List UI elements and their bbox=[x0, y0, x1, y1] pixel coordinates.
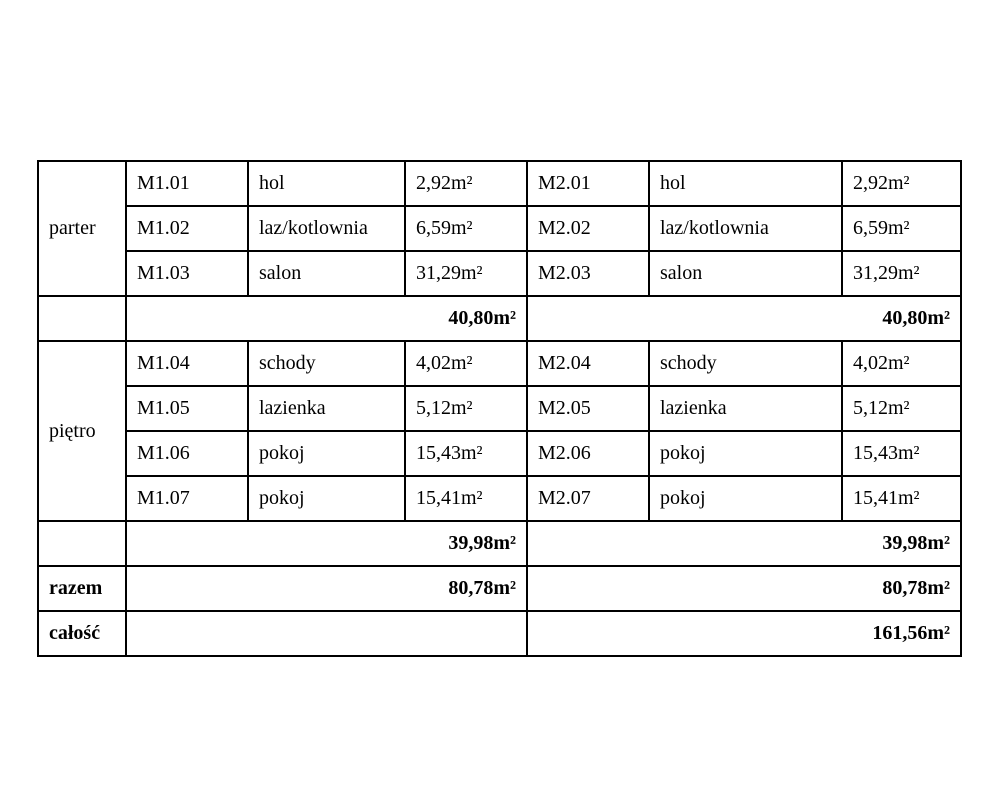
grand-total-row bbox=[38, 611, 961, 656]
unit1-room-name: pokoj bbox=[248, 431, 405, 476]
unit2-room-name: pokoj bbox=[649, 476, 842, 521]
group-subtotal-row bbox=[38, 296, 961, 341]
unit1-code: M1.07 bbox=[126, 476, 248, 521]
unit1-sum: 80,78m² bbox=[126, 566, 527, 611]
unit1-room-area: 15,43m² bbox=[405, 431, 527, 476]
unit1-room-area: 31,29m² bbox=[405, 251, 527, 296]
unit1-code: M1.04 bbox=[126, 341, 248, 386]
unit1-code: M1.05 bbox=[126, 386, 248, 431]
unit2-room-name: lazienka bbox=[649, 386, 842, 431]
unit1-room-name: hol bbox=[248, 161, 405, 206]
unit1-room-area: 15,41m² bbox=[405, 476, 527, 521]
unit1-room-name: pokoj bbox=[248, 476, 405, 521]
unit1-subtotal: 40,80m² bbox=[126, 296, 527, 341]
subtotal-spacer bbox=[38, 521, 126, 566]
subtotal-spacer bbox=[38, 296, 126, 341]
unit2-room-name: laz/kotlownia bbox=[649, 206, 842, 251]
unit2-sum: 80,78m² bbox=[527, 566, 961, 611]
table-row bbox=[38, 251, 961, 296]
table-row bbox=[38, 161, 961, 206]
group-subtotal-row bbox=[38, 521, 961, 566]
unit2-room-area: 6,59m² bbox=[842, 206, 961, 251]
group-level-label: parter bbox=[38, 161, 126, 296]
unit2-code: M2.02 bbox=[527, 206, 649, 251]
group-level-label: piętro bbox=[38, 341, 126, 521]
unit2-room-area: 4,02m² bbox=[842, 341, 961, 386]
unit2-room-area: 15,41m² bbox=[842, 476, 961, 521]
unit2-room-area: 31,29m² bbox=[842, 251, 961, 296]
unit1-room-name: laz/kotlownia bbox=[248, 206, 405, 251]
unit1-code: M1.02 bbox=[126, 206, 248, 251]
unit2-room-name: salon bbox=[649, 251, 842, 296]
unit2-room-name: hol bbox=[649, 161, 842, 206]
unit2-code: M2.01 bbox=[527, 161, 649, 206]
unit2-code: M2.06 bbox=[527, 431, 649, 476]
unit2-room-area: 5,12m² bbox=[842, 386, 961, 431]
unit1-room-name: salon bbox=[248, 251, 405, 296]
unit1-code: M1.03 bbox=[126, 251, 248, 296]
table-row bbox=[38, 341, 961, 386]
table-row bbox=[38, 431, 961, 476]
area-schedule-table-wrapper bbox=[37, 160, 960, 657]
unit1-room-name: lazienka bbox=[248, 386, 405, 431]
table-row bbox=[38, 206, 961, 251]
unit2-room-area: 2,92m² bbox=[842, 161, 961, 206]
grand-total-label: całość bbox=[38, 611, 126, 656]
unit2-code: M2.07 bbox=[527, 476, 649, 521]
sum-label: razem bbox=[38, 566, 126, 611]
sum-row bbox=[38, 566, 961, 611]
unit1-room-area: 4,02m² bbox=[405, 341, 527, 386]
unit2-room-name: schody bbox=[649, 341, 842, 386]
unit1-room-area: 2,92m² bbox=[405, 161, 527, 206]
unit2-code: M2.03 bbox=[527, 251, 649, 296]
unit2-room-area: 15,43m² bbox=[842, 431, 961, 476]
unit2-code: M2.04 bbox=[527, 341, 649, 386]
unit2-subtotal: 40,80m² bbox=[527, 296, 961, 341]
table-row bbox=[38, 386, 961, 431]
unit1-code: M1.06 bbox=[126, 431, 248, 476]
area-schedule-table bbox=[37, 160, 962, 657]
unit1-code: M1.01 bbox=[126, 161, 248, 206]
unit2-subtotal: 39,98m² bbox=[527, 521, 961, 566]
unit2-code: M2.05 bbox=[527, 386, 649, 431]
unit1-subtotal: 39,98m² bbox=[126, 521, 527, 566]
table-row bbox=[38, 476, 961, 521]
unit1-room-area: 6,59m² bbox=[405, 206, 527, 251]
unit1-room-name: schody bbox=[248, 341, 405, 386]
grand-total-spacer bbox=[126, 611, 527, 656]
unit1-room-area: 5,12m² bbox=[405, 386, 527, 431]
grand-total-value: 161,56m² bbox=[527, 611, 961, 656]
unit2-room-name: pokoj bbox=[649, 431, 842, 476]
